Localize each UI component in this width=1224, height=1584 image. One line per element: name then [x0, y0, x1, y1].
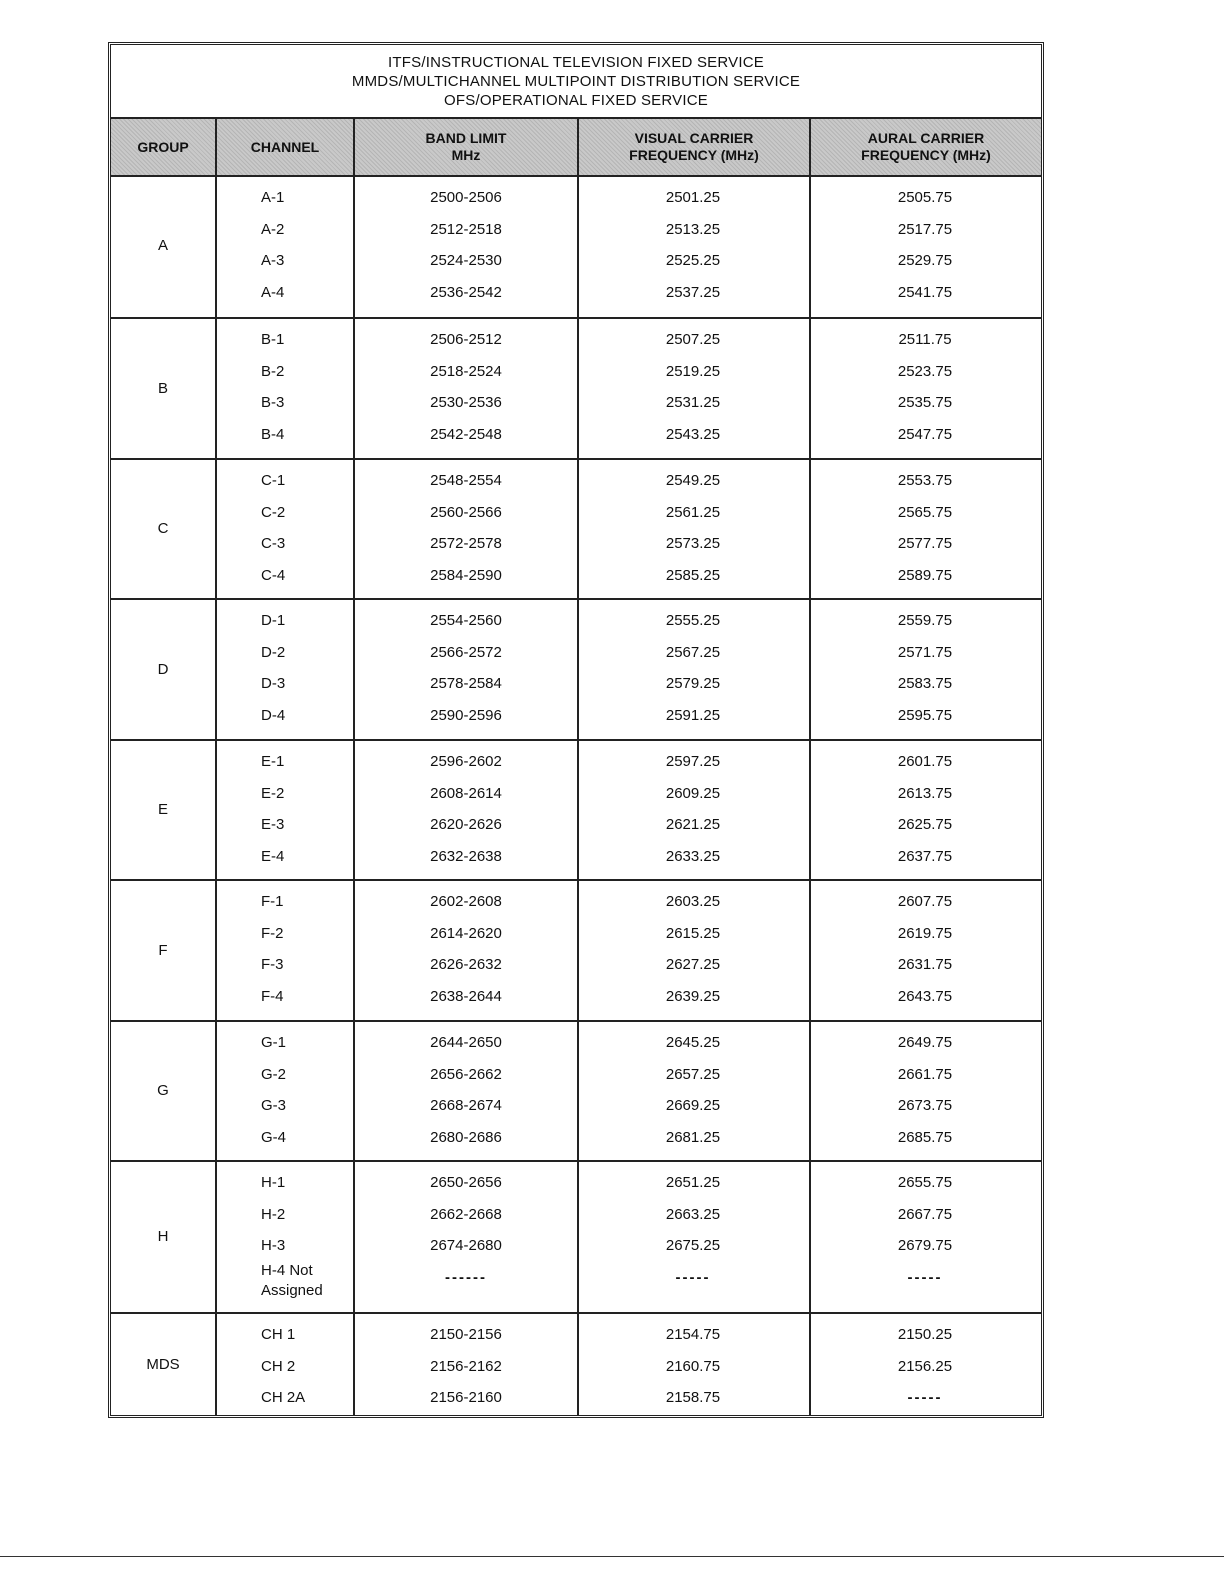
aural-carrier-cell: 2541.75 [897, 284, 953, 302]
band-limit-cell: 2596-2602 [430, 753, 502, 770]
channel-cell: B-3 [261, 394, 285, 412]
channel-cell: C-1 [261, 472, 286, 489]
aural-carrier-cell: 2511.75 [898, 331, 952, 348]
title-line-1: ITFS/INSTRUCTIONAL TELEVISION FIXED SERVICE [388, 53, 764, 71]
visual-carrier-cell: 2633.25 [665, 848, 721, 866]
header-visual-carrier [579, 119, 811, 177]
visual-carrier-cell: 2555.25 [665, 612, 721, 629]
group-block [111, 458, 1041, 598]
visual-carrier-cell: 2645.25 [665, 1034, 721, 1051]
band-limit-cell: 2680-2686 [430, 1129, 502, 1147]
aural-carrier-cell: 2577.75 [897, 535, 953, 553]
channel-cell: D-1 [261, 612, 286, 629]
visual-carrier-cell: 2501.25 [665, 189, 721, 206]
channel-cell: C-2 [261, 503, 286, 521]
visual-carrier-cell: 2651.25 [665, 1174, 721, 1191]
channel-cell: E-2 [261, 784, 285, 802]
channel-cell: D-4 [261, 707, 286, 725]
group-block [111, 317, 1041, 458]
visual-carrier-cell: 2663.25 [665, 1205, 721, 1223]
band-limit-cell: 2512-2518 [430, 220, 502, 238]
visual-carrier-cell: 2621.25 [665, 816, 721, 834]
visual-carrier-cell: 2603.25 [665, 893, 721, 910]
band-limit-cell: 2554-2560 [430, 612, 502, 629]
group-label: E [157, 801, 168, 818]
channel-cell: F-2 [261, 924, 284, 942]
channel-cell: C-4 [261, 567, 286, 585]
aural-carrier-cell: 2529.75 [897, 252, 953, 270]
aural-carrier-cell: 2607.75 [897, 893, 953, 910]
group-block [111, 739, 1041, 879]
band-limit-cell: 2674-2680 [430, 1237, 502, 1255]
visual-carrier-cell: 2585.25 [665, 567, 721, 585]
header-group-label: GROUP [137, 138, 189, 155]
channel-cell: E-1 [261, 753, 285, 770]
group-label: F [158, 941, 168, 959]
aural-carrier-cell: 2637.75 [897, 848, 953, 866]
aural-carrier-cell: 2505.75 [897, 189, 953, 206]
channel-cell: B-4 [261, 426, 285, 444]
aural-carrier-cell: 2517.75 [897, 220, 953, 238]
visual-carrier-cell: 2160.75 [665, 1357, 721, 1375]
channel-cell: CH 1 [261, 1326, 296, 1343]
band-limit-cell: 2602-2608 [430, 893, 502, 910]
band-limit-cell: 2542-2548 [430, 426, 502, 444]
group-block [111, 1312, 1041, 1415]
group-block [111, 1160, 1041, 1312]
band-limit-cell: 2518-2524 [430, 362, 502, 380]
aural-carrier-cell: 2150.25 [897, 1326, 953, 1343]
band-limit-cell: 2156-2162 [430, 1357, 502, 1375]
aural-carrier-cell: 2156.25 [897, 1357, 953, 1375]
table-title [111, 45, 1041, 119]
band-limit-cell: 2560-2566 [430, 503, 502, 521]
channel-cell: A-2 [261, 220, 285, 238]
aural-carrier-cell: 2643.75 [897, 988, 953, 1006]
aural-carrier-cell: 2625.75 [897, 816, 953, 834]
group-label: A [157, 237, 168, 254]
aural-carrier-cell: 2655.75 [897, 1174, 953, 1191]
group-block [111, 598, 1041, 739]
band-limit-cell: 2536-2542 [430, 284, 502, 302]
aural-carrier-cell: 2673.75 [897, 1097, 953, 1115]
channel-cell: E-3 [261, 816, 285, 834]
visual-carrier-cell: 2675.25 [665, 1237, 721, 1255]
band-limit-cell: 2584-2590 [430, 567, 502, 585]
channel-cell: H-1 [261, 1174, 286, 1191]
group-label: C [157, 520, 169, 537]
aural-carrier-cell: 2565.75 [897, 503, 953, 521]
aural-carrier-cell: 2583.75 [897, 675, 953, 693]
band-limit-cell: 2150-2156 [430, 1326, 502, 1343]
aural-carrier-cell: 2661.75 [897, 1065, 953, 1083]
band-limit-cell: 2644-2650 [430, 1034, 502, 1051]
aural-carrier-cell: 2535.75 [897, 394, 953, 412]
channel-cell: G-2 [261, 1065, 287, 1083]
band-limit-cell: 2626-2632 [430, 956, 502, 974]
channel-cell: CH 2A [261, 1389, 306, 1407]
band-limit-cell: 2500-2506 [430, 189, 502, 206]
channel-cell: F-1 [261, 893, 284, 910]
band-limit-cell: 2548-2554 [430, 472, 502, 489]
channel-cell: CH 2 [261, 1357, 296, 1375]
header-band-limit-line1: BAND LIMIT [425, 130, 507, 146]
aural-carrier-cell: 2685.75 [897, 1129, 953, 1147]
band-limit-cell: 2156-2160 [430, 1389, 502, 1407]
aural-carrier-cell: 2595.75 [897, 707, 953, 725]
aural-carrier-cell: 2649.75 [897, 1034, 953, 1051]
band-limit-cell: 2656-2662 [430, 1065, 502, 1083]
visual-carrier-cell: 2507.25 [665, 331, 721, 348]
header-group [111, 119, 217, 177]
band-limit-cell: 2638-2644 [430, 988, 502, 1006]
visual-carrier-cell: 2513.25 [665, 220, 721, 238]
group-label: MDS [146, 1355, 180, 1373]
band-limit-cell: 2590-2596 [430, 707, 502, 725]
channel-cell: D-2 [261, 643, 286, 661]
channel-cell: H-2 [261, 1205, 286, 1223]
aural-carrier-cell: 2553.75 [897, 472, 953, 489]
aural-carrier-cell: 2547.75 [897, 426, 953, 444]
page-bottom-rule [0, 1556, 1224, 1557]
visual-carrier-cell: 2597.25 [665, 753, 721, 770]
title-line-2: MMDS/MULTICHANNEL MULTIPOINT DISTRIBUTION SERVICE [351, 72, 801, 90]
aural-carrier-cell: 2559.75 [897, 612, 953, 629]
band-limit-cell: 2506-2512 [430, 331, 502, 348]
aural-carrier-cell: 2619.75 [897, 924, 953, 942]
band-limit-cell: 2572-2578 [430, 535, 502, 553]
aural-carrier-cell: 2679.75 [897, 1237, 953, 1255]
header-band-limit [355, 119, 579, 177]
aural-carrier-cell: 2631.75 [897, 956, 953, 974]
channel-cell: B-2 [261, 362, 285, 380]
channel-cell: C-3 [261, 535, 286, 553]
visual-carrier-cell: 2567.25 [665, 643, 721, 661]
aural-carrier-cell: 2589.75 [897, 567, 953, 585]
visual-carrier-cell: 2639.25 [665, 988, 721, 1006]
visual-carrier-cell: 2561.25 [665, 503, 721, 521]
header-channel [217, 119, 355, 177]
aural-carrier-cell: 2667.75 [897, 1205, 953, 1223]
visual-carrier-cell: 2537.25 [665, 284, 721, 302]
visual-carrier-cell: 2579.25 [665, 675, 721, 693]
channel-cell: G-1 [261, 1034, 287, 1051]
header-channel-label: CHANNEL [250, 138, 320, 155]
group-block [111, 1020, 1041, 1160]
header-visual-line2: FREQUENCY (MHz) [629, 147, 759, 163]
band-limit-cell: 2530-2536 [430, 394, 502, 412]
channel-cell: F-4 [261, 988, 284, 1006]
band-limit-cell: 2668-2674 [430, 1097, 502, 1115]
header-aural-line2: FREQUENCY (MHz) [861, 147, 991, 163]
aural-carrier-cell: 2601.75 [897, 753, 953, 770]
visual-carrier-cell: 2519.25 [665, 362, 721, 380]
visual-carrier-cell: 2627.25 [665, 956, 721, 974]
band-limit-cell: 2608-2614 [430, 784, 502, 802]
visual-carrier-cell: 2591.25 [665, 707, 721, 725]
visual-carrier-cell: ----- [675, 1269, 711, 1287]
band-limit-cell: 2650-2656 [430, 1174, 502, 1191]
channel-cell: H-4 Not Assigned [261, 1262, 323, 1300]
visual-carrier-cell: 2154.75 [665, 1326, 721, 1343]
header-visual-line1: VISUAL CARRIER [634, 130, 754, 146]
title-line-3: OFS/OPERATIONAL FIXED SERVICE [444, 91, 708, 109]
header-aural-line1: AURAL CARRIER [867, 130, 985, 146]
channel-cell: D-3 [261, 675, 286, 693]
channel-cell: H-3 [261, 1237, 286, 1255]
channel-cell: A-3 [261, 252, 285, 270]
channel-cell: F-3 [261, 956, 284, 974]
group-block [111, 879, 1041, 1020]
aural-carrier-cell: ----- [907, 1389, 943, 1407]
aural-carrier-cell: 2613.75 [897, 784, 953, 802]
group-label: G [157, 1082, 169, 1099]
band-limit-cell: 2614-2620 [430, 924, 502, 942]
visual-carrier-cell: 2543.25 [665, 426, 721, 444]
visual-carrier-cell: 2609.25 [665, 784, 721, 802]
header-aural-carrier [811, 119, 1041, 177]
band-limit-cell: 2566-2572 [430, 643, 502, 661]
visual-carrier-cell: 2158.75 [665, 1389, 721, 1407]
channel-cell: E-4 [261, 848, 285, 866]
visual-carrier-cell: 2657.25 [665, 1065, 721, 1083]
group-block [111, 177, 1041, 317]
band-limit-cell: 2578-2584 [430, 675, 502, 693]
band-limit-cell: 2632-2638 [430, 848, 502, 866]
header-band-limit-line2: MHz [451, 147, 481, 163]
band-limit-cell: 2620-2626 [430, 816, 502, 834]
visual-carrier-cell: 2525.25 [665, 252, 721, 270]
aural-carrier-cell: 2571.75 [897, 643, 953, 661]
channel-cell: A-4 [261, 284, 285, 302]
channel-cell: G-4 [261, 1129, 287, 1147]
visual-carrier-cell: 2573.25 [665, 535, 721, 553]
visual-carrier-cell: 2549.25 [665, 472, 721, 489]
group-label: B [157, 379, 168, 397]
visual-carrier-cell: 2669.25 [665, 1097, 721, 1115]
aural-carrier-cell: ----- [907, 1269, 943, 1287]
channel-cell: B-1 [261, 331, 285, 348]
band-limit-cell: 2662-2668 [430, 1205, 502, 1223]
aural-carrier-cell: 2523.75 [897, 362, 953, 380]
visual-carrier-cell: 2681.25 [665, 1129, 721, 1147]
visual-carrier-cell: 2615.25 [665, 924, 721, 942]
band-limit-cell: 2524-2530 [430, 252, 502, 270]
channel-cell: A-1 [261, 189, 285, 206]
frequency-table [108, 42, 1044, 1418]
group-label: D [157, 660, 169, 678]
group-label: H [157, 1228, 169, 1245]
band-limit-cell: ------ [445, 1269, 487, 1287]
visual-carrier-cell: 2531.25 [665, 394, 721, 412]
channel-cell: G-3 [261, 1097, 287, 1115]
